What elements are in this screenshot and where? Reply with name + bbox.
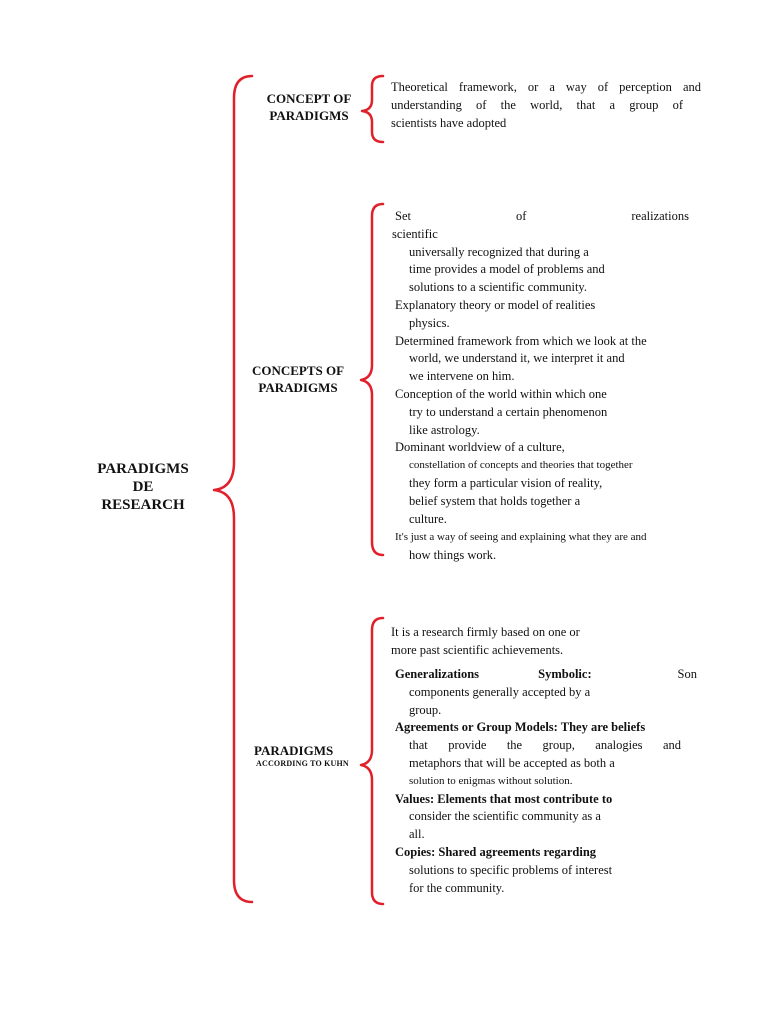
list-item	[392, 386, 710, 439]
bullet-first-line: Set of realizations scientific	[392, 209, 689, 241]
bullet-line: time provides a model of problems and	[409, 262, 605, 277]
list-item	[392, 333, 710, 386]
bullet-line: how things work.	[409, 548, 497, 563]
bullet-bold-text: Agreements or Group Models: They are beliefs	[395, 720, 646, 735]
list-item	[392, 791, 710, 844]
concept-heading-line-1: CONCEPT OF	[266, 91, 352, 106]
bullet-line: like astrology.	[409, 422, 480, 437]
concepts-heading	[242, 362, 354, 396]
bullet-line: belief system that holds together a	[409, 493, 581, 508]
concept-text-line-2: understanding of the world, that a group of	[391, 98, 683, 112]
bullet-bold-text: Copies: Shared agreements regarding	[395, 844, 597, 859]
bullet-line: metaphors that will be accepted as both a	[409, 755, 615, 770]
bullet-line: physics.	[409, 315, 450, 330]
root-title-line-1: PARADIGMS	[97, 461, 189, 477]
concept-text-line-1: Theoretical framework, or a way of perception and	[391, 80, 701, 94]
kuhn-bullet-list	[392, 666, 710, 897]
bullet-line: solutions to a scientific community.	[409, 280, 587, 295]
bullet-line: world, we understand it, we interpret it and	[409, 351, 625, 366]
bullet-line: that provide the group, analogies and	[409, 738, 681, 753]
list-item	[392, 666, 710, 719]
kuhn-intro-line-1: It is a research firmly based on one or	[391, 625, 580, 639]
bullet-first-line: Conception of the world within which one	[395, 386, 607, 401]
bullet-normal-text: Son	[677, 667, 697, 681]
list-item	[392, 844, 710, 897]
bullet-first-line: Dominant worldview of a culture,	[395, 440, 565, 455]
kuhn-heading-subtitle: ACCORDING TO KUHN	[256, 759, 349, 768]
kuhn-intro	[391, 623, 701, 659]
root-title-line-3: RESEARCH	[101, 497, 185, 513]
concepts-bullet-list	[392, 208, 710, 565]
list-item	[392, 719, 710, 790]
list-item	[392, 528, 710, 565]
bullet-line: constellation of concepts and theories that together	[409, 459, 633, 472]
bullet-line: culture.	[409, 511, 447, 526]
bullet-line: they form a particular vision of reality,	[409, 475, 603, 490]
root-title-line-2: DE	[132, 479, 154, 495]
bullet-line: try to understand a certain phenomenon	[409, 404, 608, 419]
kuhn-heading-line: PARADIGMS	[254, 743, 334, 758]
bullet-line: consider the scientific community as a	[409, 809, 601, 824]
concept-definition	[391, 78, 701, 132]
concept-heading-line-2: PARADIGMS	[269, 108, 349, 123]
list-item	[392, 297, 710, 333]
bullet-first-line: It's just a way of seeing and explaining what they are and	[395, 531, 647, 544]
root-title	[88, 460, 198, 514]
bullet-line: all.	[409, 827, 425, 842]
bullet-line: for the community.	[409, 880, 505, 895]
kuhn-intro-line-2: more past scientific achievements.	[391, 643, 564, 657]
bullet-first-line: Explanatory theory or model of realities	[395, 297, 596, 312]
bullet-line: we intervene on him.	[409, 369, 515, 384]
list-item	[392, 439, 710, 528]
bullet-line: group.	[409, 702, 442, 717]
concept-brace	[362, 76, 383, 142]
list-item	[392, 208, 710, 297]
bullet-line: components generally accepted by a	[409, 684, 591, 699]
bullet-first-line: Determined framework from which we look at the	[395, 333, 647, 348]
bullet-line: solution to enigmas without solution.	[409, 774, 573, 787]
concepts-heading-line-2: PARADIGMS	[258, 380, 338, 395]
concept-heading	[256, 90, 362, 124]
kuhn-heading	[254, 742, 374, 769]
bullet-bold-text: Values: Elements that most contribute to	[395, 791, 613, 806]
concepts-heading-line-1: CONCEPTS OF	[251, 363, 345, 378]
bullet-line: universally recognized that during a	[409, 244, 589, 259]
bullet-line: solutions to specific problems of interest	[409, 862, 613, 877]
concepts-brace	[361, 204, 383, 555]
bullet-bold-text: Generalizations Symbolic:	[395, 667, 592, 681]
main-brace	[214, 76, 252, 902]
concept-text-line-3: scientists have adopted	[391, 116, 507, 130]
